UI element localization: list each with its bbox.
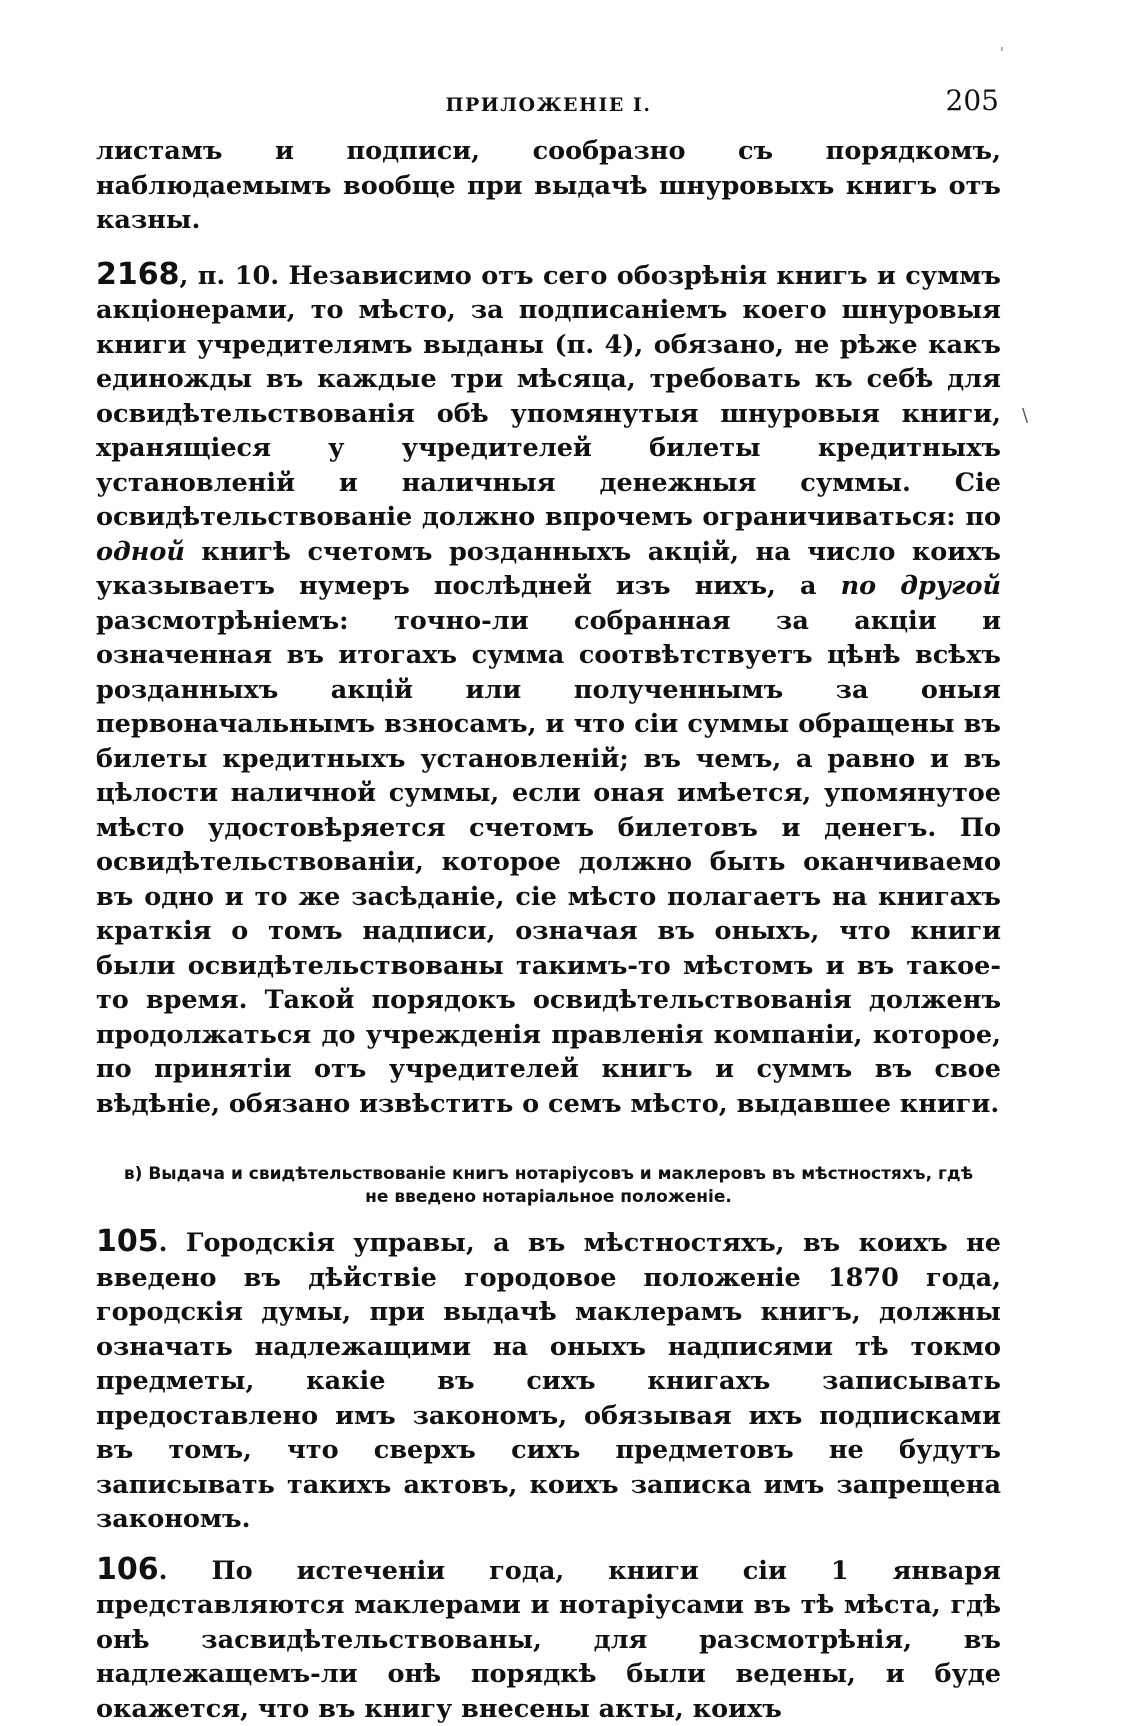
article-2168-rest: разсмотрѣніемъ: точно-ли собранная за акціи и означенная въ итогахъ сумма соотвѣтствуетъ цѣнѣ всѣхъ розданныхъ акцій или полученнымъ за оныя первоначальнымъ взносамъ, и что сіи суммы обращены въ билеты кредитныхъ установленій; въ чемъ, а равно и въ цѣлости наличной суммы, если оная имѣется, упомянутое мѣсто удостовѣряется счетомъ билетовъ и денегъ. По освидѣтельствованіи, которое должно быть оканчиваемо въ одно и то же засѣданіе, сіе мѣсто полагаетъ на книгахъ краткія о томъ надписи, означая въ оныхъ, что книги были освидѣтельствованы такимъ-то мѣстомъ и въ такое-то время. Такой порядокъ освидѣтельствованія долженъ продолжаться до учрежденія правленія компаніи, которое, по принятіи отъ учредителей книгъ и суммъ въ свое вѣдѣніе, обязано извѣстить о семъ мѣсто, выдавшее книги. [96, 606, 1001, 1119]
margin-mark-top: ˈ [1000, 46, 1004, 62]
book-page [96, 80, 1001, 1660]
article-2168-paragraph [96, 258, 1001, 1122]
subheading-line-2: не введено нотаріальное положеніе. [96, 1186, 1001, 1209]
running-header [96, 80, 1001, 126]
article-106-paragraph [96, 1553, 1001, 1726]
page-number: 205 [946, 84, 999, 117]
article-105-paragraph [96, 1225, 1001, 1537]
article-106-number: 106 [96, 1552, 159, 1587]
section-subheading [96, 1163, 1001, 1209]
article-2168-number: 2168 [96, 257, 180, 292]
article-105-text: . Городскія управы, а въ мѣстностяхъ, въ коихъ не введено въ дѣйствіе городовое положеніе 1870 года, городскія думы, при выдачѣ маклерамъ книгъ, должны означать надлежащими на оныхъ надписями тѣ токмо предметы, какіе въ сихъ книгахъ записывать предоставлено имъ закономъ, обязывая ихъ подписками въ томъ, что сверхъ сихъ предметовъ не будутъ записывать такихъ актовъ, коихъ записка имъ запрещена закономъ. [96, 1228, 1001, 1534]
article-2168-italic-other: по другой [841, 571, 1001, 601]
margin-mark-side: \ [1022, 405, 1028, 426]
article-105-number: 105 [96, 1224, 159, 1259]
continuation-text: листамъ и подписи, сообразно съ порядкомъ, наблюдаемымъ вообще при выдачѣ шнуровыхъ книгъ отъ казны. [96, 136, 1001, 235]
article-2168-middle: книгѣ счетомъ розданныхъ акцій, на число коихъ указываетъ нумеръ послѣдней изъ нихъ, а [96, 537, 1001, 602]
continuation-paragraph [96, 134, 1001, 238]
running-title: ПРИЛОЖЕНІЕ I. [96, 94, 1001, 116]
article-2168-intro: , п. 10. Независимо отъ сего обозрѣнія книгъ и суммъ акціонерами, то мѣсто, за подписаніемъ коего шнуровыя книги учредителямъ выданы (п. 4), обязано, не рѣже какъ единожды въ каждые три мѣсяца, требовать къ себѣ для освидѣтельствованія обѣ упомянутыя шнуровыя книги, хранящіеся у учредителей билеты кредитныхъ установленій и наличныя денежныя суммы. Сіе освидѣтельствованіе должно впрочемъ ограничиваться: по [96, 261, 1001, 533]
article-2168-italic-one: одной [96, 537, 185, 567]
article-106-text: . По истеченіи года, книги сіи 1 января представляются маклерами и нотаріусами въ тѣ мѣста, гдѣ онѣ засвидѣтельствованы, для разсмотрѣнія, въ надлежащемъ-ли онѣ порядкѣ были ведены, и буде окажется, что въ книгу внесены акты, коихъ [96, 1556, 1001, 1724]
subheading-line-1: в) Выдача и свидѣтельствованіе книгъ нотаріусовъ и маклеровъ въ мѣстностяхъ, гдѣ [96, 1163, 1001, 1186]
